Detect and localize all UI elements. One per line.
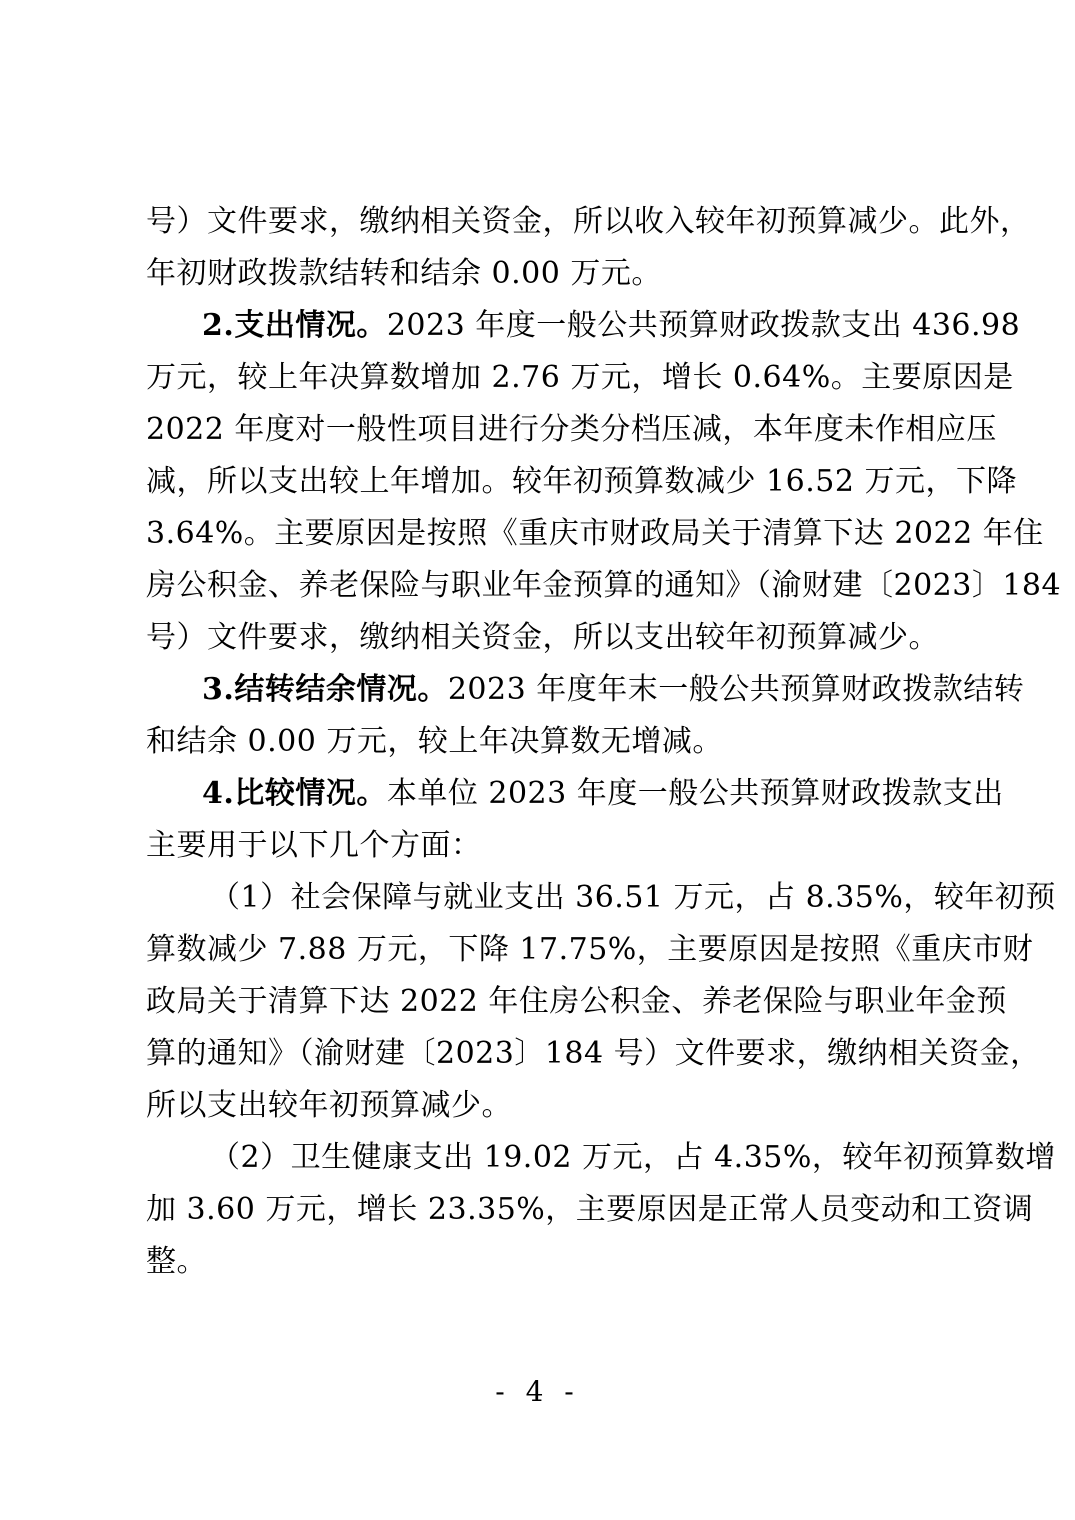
text-line: 加 3.60 万元，增长 23.35%，主要原因是正常人员变动和工资调 [146, 1192, 1034, 1227]
text-line: 所以支出较年初预算减少。 [146, 1088, 512, 1123]
document-body [146, 196, 1062, 1288]
text-line: 算数减少 7.88 万元，下降 17.75%，主要原因是按照《重庆市财 [146, 932, 1034, 967]
text-line: 算的通知》（渝财建〔2023〕184 号）文件要求，缴纳相关资金， [146, 1036, 1041, 1071]
paragraph-comparison [146, 768, 1004, 872]
section-heading: 2.支出情况。 [202, 308, 387, 343]
text-line: （2）卫生健康支出 19.02 万元，占 4.35%，较年初预算数增 [210, 1140, 1056, 1175]
text-line: 号）文件要求，缴纳相关资金，所以收入较年初预算减少。此外， [146, 204, 1031, 239]
text-line [146, 664, 1025, 716]
paragraph-income-continued [146, 196, 1031, 300]
text-line: 主要用于以下几个方面： [146, 828, 482, 863]
text-line: 万元，较上年决算数增加 2.76 万元，增长 0.64%。主要原因是 [146, 360, 1014, 395]
text-line: 2022 年度对一般性项目进行分类分档压减，本年度未作相应压 [146, 412, 997, 447]
text-line: 和结余 0.00 万元，较上年决算数无增减。 [146, 724, 723, 759]
text-span: 2023 年度年末一般公共预算财政拨款结转 [447, 672, 1025, 707]
paragraph-carryover [146, 664, 1025, 768]
text-line: 减，所以支出较上年增加。较年初预算数减少 16.52 万元，下降 [146, 464, 1017, 499]
text-span: 本单位 2023 年度一般公共预算财政拨款支出 [386, 776, 1004, 811]
text-line: 年初财政拨款结转和结余 0.00 万元。 [146, 256, 662, 291]
paragraph-health [146, 1132, 1056, 1288]
text-line: 房公积金、养老保险与职业年金预算的通知》（渝财建〔2023〕184 [146, 568, 1062, 603]
text-line [146, 300, 1021, 352]
text-line: 整。 [146, 1244, 207, 1279]
paragraph-social-security [146, 872, 1056, 1132]
text-line: （1）社会保障与就业支出 36.51 万元，占 8.35%，较年初预 [210, 880, 1056, 915]
text-span: 2023 年度一般公共预算财政拨款支出 436.98 [386, 308, 1021, 343]
section-heading: 4.比较情况。 [202, 776, 387, 811]
page-number: - 4 - [495, 1375, 580, 1408]
text-line: 政局关于清算下达 2022 年住房公积金、养老保险与职业年金预 [146, 984, 1007, 1019]
text-line [146, 768, 1004, 820]
text-line: 3.64%。主要原因是按照《重庆市财政局关于清算下达 2022 年住 [146, 516, 1044, 551]
text-line: 号）文件要求，缴纳相关资金，所以支出较年初预算减少。 [146, 620, 939, 655]
paragraph-expenditure [146, 300, 1062, 664]
section-heading: 3.结转结余情况。 [202, 672, 448, 707]
